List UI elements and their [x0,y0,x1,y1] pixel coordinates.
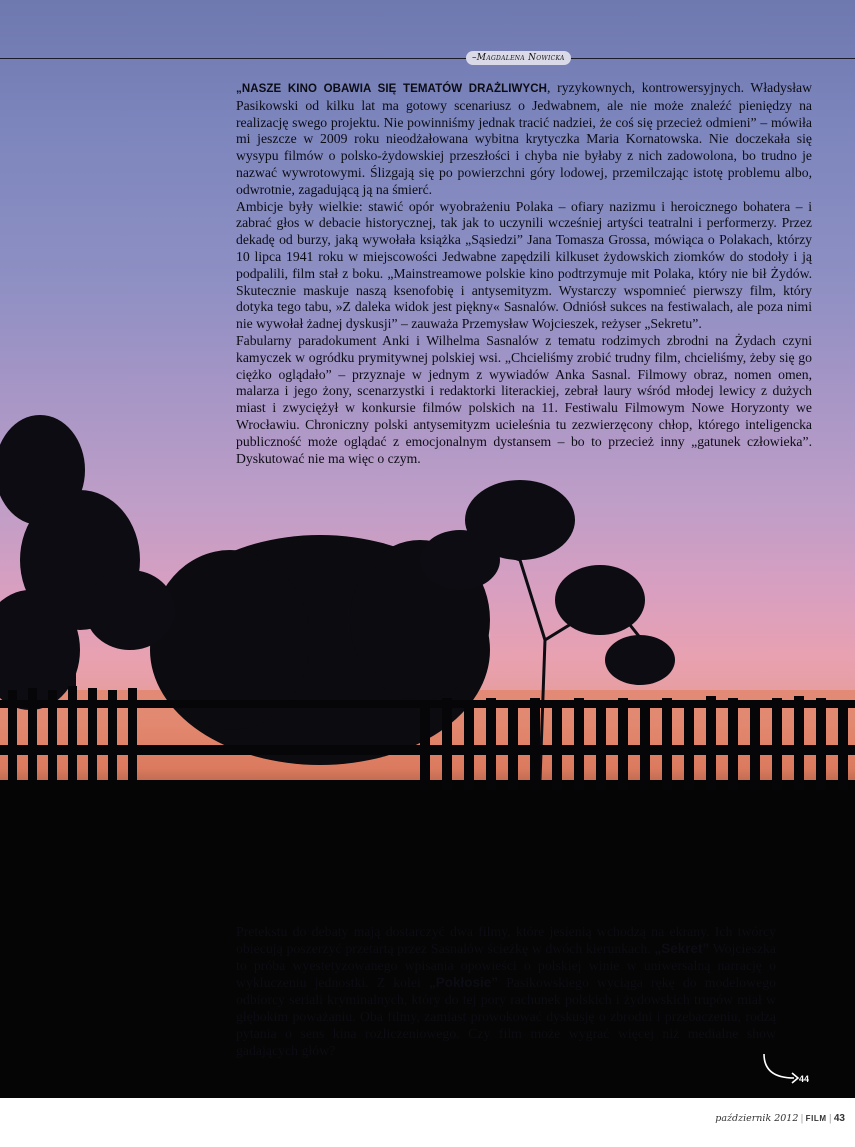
footer-folio: październik 2012 | FILM | 43 [715,1113,845,1124]
paragraph-4-part-a: Pretekstu do debaty mają dostarczyć dwa filmy, które jesienią wchodzą na ekrany. Ich twórcy obiecują poszerzyć przetartą przez Sasnalów ścieżkę w dwóch kierunkach. [236,924,776,956]
paragraph-1-text: , ryzykownych, kontrowersyjnych. Władysław Pasikowski od kilku lat ma gotowy scenariusz o Jedwabnem, ale nie może znaleźć pieniędzy na realizację swego projektu. Nie powinniśmy jednak tracić nadziei, że coś się przecież odmieni” – mówiła mi jeszcze w 2009 roku nieodżałowana wybitna krytyczka Maria Kornatowska. Nie doczekała się wysypu filmów o polsko-żydowskiej przeszłości i chyba nie byłaby z nich zadowolona, bo trudno je nazwać wywrotowymi. Ślizgają się po powierzchni góry lodowej, przemilczając istotę problemu albo, odwrotnie, zagadującą ją na śmierć. [236,80,812,197]
continued-arrow-icon[interactable] [760,1052,820,1088]
continued-page-number: 44 [799,1074,810,1084]
author-byline: –Magdalena Nowicka [466,51,571,65]
page-footer [0,1098,855,1147]
paragraph-4 [236,923,776,1059]
paragraph-3: Fabularny paradokument Anki i Wilhelma Sasnalów z tematu rodzimych zbrodni na Żydach czyni kamyczek w ogródku prymitywnej polskiej wsi. „Chcieliśmy zrobić trudny film, chcieliśmy, żeby się go ciężko oglądało” – przyznaje w jednym z wywiadów Anka Sasnal. Filmowy obraz, nomen omen, malarza i jego żony, scenarzystki i redaktorki literackiej, zebrał laury wśród młodej lewicy z dużych miast i zwyciężył w konkursie filmów polskich na 11. Festiwalu Filmowym Nowe Horyzonty we Wrocławiu. Chroniczny polski antysemityzm ucieleśnia tu zezwierzęcony chłop, którego inteligencka publiczność może oglądać z emocjonalnym dystansem – bo to przecież inny „gatunek człowieka”. Dyskutować nie ma więc o czym. [236,332,812,466]
film-title-poklosie: „Pokłosie” [428,975,498,990]
film-title-sekret: „Sekret” [654,941,710,956]
paragraph-4-part-b: Wojcieszka to próba wyestetyzowanego wpisania opowieści o polskiej winie w uniwersalną narrację o wykluczeniu jednostki. Z kolei [236,941,776,990]
paragraph-2: Ambicje były wielkie: stawić opór wyobrażeniu Polaka – ofiary nazizmu i heroicznego bohatera – i zabrać głos w debacie historycznej, tak jak to uczynili wcześniej artyści teatralni i performerzy. Przez dekadę od burzy, jaką wywołała książka „Sąsiedzi” Jana Tomasza Grossa, mówiąca o Polakach, którzy 10 lipca 1941 roku w miejscowości Jedwabne zapędzili kilkuset żydowskich ziomków do stodoły i ją podpalili, film stał z boku. „Mainstreamowe polskie kino podtrzymuje mit Polaka, który nie bił Żydów. Skutecznie maskuje naszą ksenofobię i antysemityzm. Wystarczy wspomnieć pierwszy film, który dotyka tego tabu, »Z daleka widok jest piękny« Sasnalów. Odniósł sukces na festiwalach, ale poza nimi nie wywołał żadnej dyskusji” – zauważa Przemysław Wojcieszek, reżyser „Sekretu”. [236,198,812,332]
paragraph-1 [236,80,812,199]
article-body-top [236,80,812,467]
author-rule [0,58,855,59]
lead-in: „NASZE KINO OBAWIA SIĘ TEMATÓW DRAŻLIWYCH [236,83,548,95]
article-body-bottom [236,923,776,1059]
issue-date: październik 2012 [715,1113,799,1124]
magazine-name: FILM [805,1114,827,1123]
page-number: 43 [833,1113,845,1124]
paragraph-4-part-c: Pasikowskiego wyciąga rękę do modelowego odbiorcy seriali kryminalnych, który do tej pory rachunek polskich i żydowskich trupów miał w głębokim poważaniu. Oba filmy, zamiast prowokować dyskusję o zbrodni i przebaczeniu, rodzą pytania o sens kina rozliczeniowego. Czy film może wygrać więcej niż medialne show gadających głów? [236,975,776,1058]
